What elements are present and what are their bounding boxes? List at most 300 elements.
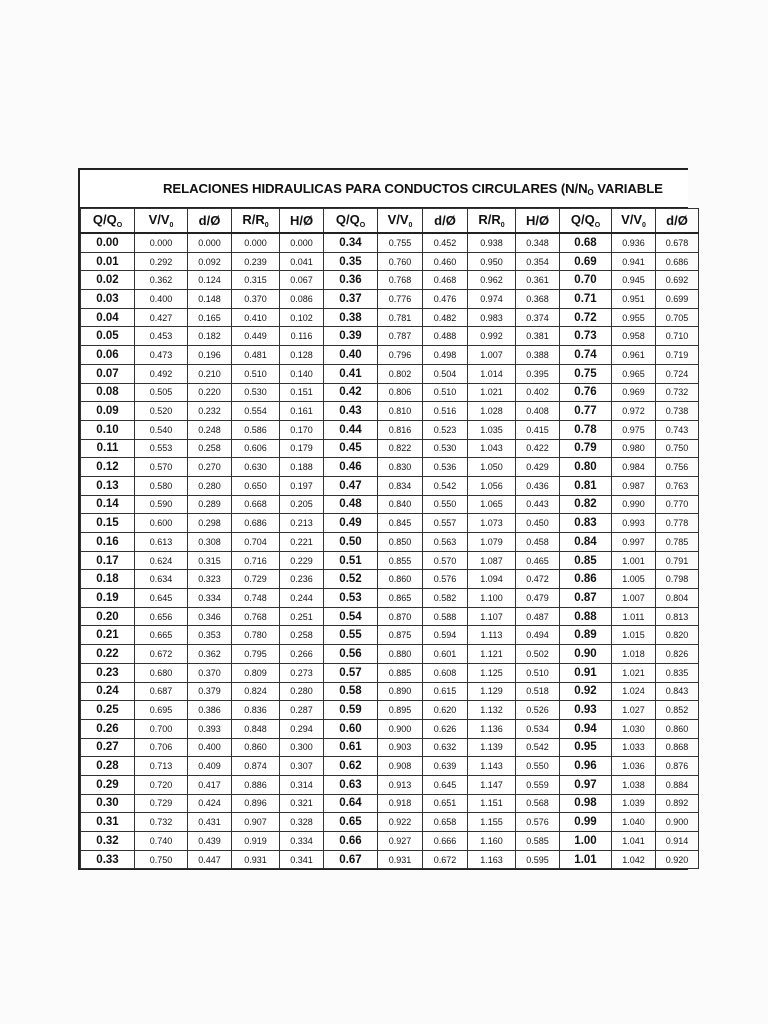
table-cell: 0.468 (423, 271, 468, 290)
table-cell: 0.885 (378, 663, 423, 682)
table-cell: 0.197 (280, 476, 324, 495)
flow-ratio-cell: 0.49 (324, 514, 378, 533)
table-body (81, 233, 699, 869)
table-cell: 1.056 (468, 476, 516, 495)
column-header (468, 209, 516, 234)
flow-ratio-cell: 0.68 (560, 233, 612, 252)
table-cell: 0.452 (423, 233, 468, 252)
flow-ratio-cell: 0.07 (81, 364, 135, 383)
flow-ratio-cell: 0.47 (324, 476, 378, 495)
table-cell: 0.221 (280, 533, 324, 552)
table-cell: 0.951 (612, 290, 656, 309)
table-cell: 0.151 (280, 383, 324, 402)
table-cell: 0.778 (656, 514, 699, 533)
column-header-label: R/R (242, 212, 265, 227)
table-cell: 0.165 (188, 308, 232, 327)
table-cell: 0.990 (612, 495, 656, 514)
table-cell: 0.258 (188, 439, 232, 458)
table-row (81, 701, 699, 720)
table-cell: 0.498 (423, 346, 468, 365)
table-cell: 1.147 (468, 775, 516, 794)
flow-ratio-cell: 0.25 (81, 701, 135, 720)
table-cell: 0.672 (135, 645, 188, 664)
flow-ratio-cell: 0.16 (81, 533, 135, 552)
table-cell: 0.400 (188, 738, 232, 757)
table-cell: 1.039 (612, 794, 656, 813)
table-cell: 0.738 (656, 402, 699, 421)
flow-ratio-cell: 0.23 (81, 663, 135, 682)
table-row (81, 458, 699, 477)
flow-ratio-cell: 0.03 (81, 290, 135, 309)
column-header (324, 209, 378, 234)
flow-ratio-cell: 0.78 (560, 420, 612, 439)
table-row (81, 719, 699, 738)
column-header-subscript: 0 (642, 222, 646, 229)
table-cell: 1.155 (468, 813, 516, 832)
table-cell: 0.955 (612, 308, 656, 327)
table-cell: 0.530 (423, 439, 468, 458)
table-cell: 0.699 (656, 290, 699, 309)
table-cell: 0.608 (423, 663, 468, 682)
table-cell: 0.536 (423, 458, 468, 477)
table-cell: 0.719 (656, 346, 699, 365)
header-row (81, 209, 699, 234)
table-cell: 1.030 (612, 719, 656, 738)
flow-ratio-cell: 0.26 (81, 719, 135, 738)
table-cell: 0.938 (468, 233, 516, 252)
title-subscript: O (587, 188, 594, 197)
table-title (80, 170, 688, 208)
table-cell: 1.043 (468, 439, 516, 458)
title-tail: VARIABLE (593, 181, 663, 196)
table-cell: 0.482 (423, 308, 468, 327)
table-cell: 0.918 (378, 794, 423, 813)
table-cell: 0.487 (516, 607, 560, 626)
table-cell: 0.427 (135, 308, 188, 327)
table-cell: 0.666 (423, 832, 468, 851)
table-cell: 0.540 (135, 420, 188, 439)
table-cell: 0.919 (232, 832, 280, 851)
table-cell: 0.388 (516, 346, 560, 365)
table-cell: 0.606 (232, 439, 280, 458)
flow-ratio-cell: 0.10 (81, 420, 135, 439)
table-cell: 0.993 (612, 514, 656, 533)
table-cell: 0.665 (135, 626, 188, 645)
table-cell: 0.400 (135, 290, 188, 309)
table-cell: 0.408 (516, 402, 560, 421)
table-cell: 1.018 (612, 645, 656, 664)
table-cell: 0.624 (135, 551, 188, 570)
table-cell: 0.248 (188, 420, 232, 439)
table-cell: 0.969 (612, 383, 656, 402)
table-cell: 0.582 (423, 589, 468, 608)
table-cell: 0.870 (378, 607, 423, 626)
table-cell: 1.036 (612, 757, 656, 776)
table-cell: 0.615 (423, 682, 468, 701)
column-header (188, 209, 232, 234)
table-cell: 0.997 (612, 533, 656, 552)
flow-ratio-cell: 0.93 (560, 701, 612, 720)
table-cell: 0.553 (135, 439, 188, 458)
table-row (81, 570, 699, 589)
table-cell: 1.041 (612, 832, 656, 851)
flow-ratio-cell: 0.09 (81, 402, 135, 421)
table-cell: 0.161 (280, 402, 324, 421)
table-cell: 0.892 (656, 794, 699, 813)
column-header-label: V/V (148, 212, 170, 227)
table-row (81, 402, 699, 421)
table-cell: 0.148 (188, 290, 232, 309)
table-cell: 0.732 (135, 813, 188, 832)
table-cell: 1.027 (612, 701, 656, 720)
table-cell: 0.557 (423, 514, 468, 533)
table-cell: 0.458 (516, 533, 560, 552)
table-cell: 0.353 (188, 626, 232, 645)
table-cell: 0.706 (135, 738, 188, 757)
table-cell: 0.294 (280, 719, 324, 738)
table-cell: 0.820 (656, 626, 699, 645)
table-cell: 0.860 (232, 738, 280, 757)
table-cell: 0.729 (232, 570, 280, 589)
flow-ratio-cell: 0.76 (560, 383, 612, 402)
flow-ratio-cell: 0.13 (81, 476, 135, 495)
table-cell: 0.510 (423, 383, 468, 402)
table-cell: 0.439 (188, 832, 232, 851)
table-cell: 0.958 (612, 327, 656, 346)
table-cell: 0.848 (232, 719, 280, 738)
table-cell: 0.895 (378, 701, 423, 720)
table-row (81, 290, 699, 309)
flow-ratio-cell: 0.61 (324, 738, 378, 757)
table-cell: 0.492 (135, 364, 188, 383)
table-row (81, 383, 699, 402)
table-cell: 0.450 (516, 514, 560, 533)
table-cell: 0.334 (280, 832, 324, 851)
table-cell: 0.931 (378, 850, 423, 869)
table-cell: 0.443 (516, 495, 560, 514)
flow-ratio-cell: 0.00 (81, 233, 135, 252)
table-cell: 0.632 (423, 738, 468, 757)
table-cell: 0.472 (516, 570, 560, 589)
table-row (81, 682, 699, 701)
table-row (81, 738, 699, 757)
table-row (81, 495, 699, 514)
table-cell: 0.292 (135, 252, 188, 271)
table-cell: 0.041 (280, 252, 324, 271)
flow-ratio-cell: 0.96 (560, 757, 612, 776)
table-row (81, 233, 699, 252)
column-header-subscript: 0 (408, 222, 413, 229)
table-cell: 0.785 (656, 533, 699, 552)
flow-ratio-cell: 0.79 (560, 439, 612, 458)
table-cell: 0.429 (516, 458, 560, 477)
table-cell: 0.645 (423, 775, 468, 794)
flow-ratio-cell: 0.86 (560, 570, 612, 589)
flow-ratio-cell: 0.38 (324, 308, 378, 327)
table-row (81, 757, 699, 776)
table-cell: 0.381 (516, 327, 560, 346)
table-cell: 0.494 (516, 626, 560, 645)
table-cell: 0.315 (232, 271, 280, 290)
table-cell: 0.415 (516, 420, 560, 439)
table-cell: 0.900 (656, 813, 699, 832)
table-cell: 0.542 (423, 476, 468, 495)
table-cell: 0.476 (423, 290, 468, 309)
table-cell: 1.038 (612, 775, 656, 794)
table-row (81, 439, 699, 458)
flow-ratio-cell: 0.92 (560, 682, 612, 701)
table-cell: 0.680 (135, 663, 188, 682)
table-cell: 1.042 (612, 850, 656, 869)
table-cell: 1.065 (468, 495, 516, 514)
table-row (81, 794, 699, 813)
flow-ratio-cell: 0.69 (560, 252, 612, 271)
table-cell: 0.568 (516, 794, 560, 813)
flow-ratio-cell: 0.11 (81, 439, 135, 458)
table-cell: 0.550 (516, 757, 560, 776)
table-cell: 0.860 (656, 719, 699, 738)
flow-ratio-cell: 0.65 (324, 813, 378, 832)
table-cell: 1.050 (468, 458, 516, 477)
table-cell: 1.160 (468, 832, 516, 851)
table-cell: 0.686 (656, 252, 699, 271)
table-cell: 0.720 (135, 775, 188, 794)
table-cell: 1.113 (468, 626, 516, 645)
column-header (516, 209, 560, 234)
table-cell: 1.107 (468, 607, 516, 626)
table-cell: 0.651 (423, 794, 468, 813)
title-main: RELACIONES HIDRAULICAS PARA CONDUCTOS CIRCULARES (N/N (163, 181, 588, 196)
table-cell: 0.580 (135, 476, 188, 495)
flow-ratio-cell: 0.64 (324, 794, 378, 813)
flow-ratio-cell: 0.57 (324, 663, 378, 682)
table-cell: 0.813 (656, 607, 699, 626)
table-cell: 0.410 (232, 308, 280, 327)
table-cell: 0.806 (378, 383, 423, 402)
table-cell: 0.880 (378, 645, 423, 664)
flow-ratio-cell: 0.41 (324, 364, 378, 383)
column-header-label: V/V (621, 212, 643, 227)
flow-ratio-cell: 0.06 (81, 346, 135, 365)
flow-ratio-cell: 0.90 (560, 645, 612, 664)
table-cell: 0.941 (612, 252, 656, 271)
table-cell: 0.280 (188, 476, 232, 495)
table-row (81, 832, 699, 851)
table-cell: 1.163 (468, 850, 516, 869)
table-cell: 0.086 (280, 290, 324, 309)
column-header-subscript: O (116, 222, 123, 229)
table-cell: 0.763 (656, 476, 699, 495)
table-cell: 0.213 (280, 514, 324, 533)
table-cell: 0.987 (612, 476, 656, 495)
table-cell: 0.984 (612, 458, 656, 477)
table-cell: 0.251 (280, 607, 324, 626)
column-header-label: d/Ø (434, 213, 456, 228)
table-cell: 0.586 (232, 420, 280, 439)
flow-ratio-cell: 0.20 (81, 607, 135, 626)
hydraulic-relations-table (80, 208, 699, 869)
table-cell: 0.449 (232, 327, 280, 346)
table-cell: 0.908 (378, 757, 423, 776)
table-cell: 0.713 (135, 757, 188, 776)
table-cell: 1.079 (468, 533, 516, 552)
flow-ratio-cell: 0.80 (560, 458, 612, 477)
table-cell: 0.630 (232, 458, 280, 477)
flow-ratio-cell: 0.75 (560, 364, 612, 383)
flow-ratio-cell: 0.83 (560, 514, 612, 533)
table-cell: 0.526 (516, 701, 560, 720)
table-cell: 0.258 (280, 626, 324, 645)
table-cell: 0.534 (516, 719, 560, 738)
table-cell: 0.695 (135, 701, 188, 720)
table-cell: 0.600 (135, 514, 188, 533)
table-row (81, 551, 699, 570)
table-cell: 0.896 (232, 794, 280, 813)
table-cell: 0.308 (188, 533, 232, 552)
table-cell: 0.875 (378, 626, 423, 645)
column-header (656, 209, 699, 234)
table-cell: 0.900 (378, 719, 423, 738)
table-cell: 1.001 (612, 551, 656, 570)
table-cell: 1.121 (468, 645, 516, 664)
flow-ratio-cell: 0.87 (560, 589, 612, 608)
table-cell: 0.000 (232, 233, 280, 252)
table-cell: 1.073 (468, 514, 516, 533)
table-cell: 1.007 (468, 346, 516, 365)
table-cell: 0.843 (656, 682, 699, 701)
flow-ratio-cell: 0.77 (560, 402, 612, 421)
table-cell: 0.874 (232, 757, 280, 776)
flow-ratio-cell: 0.14 (81, 495, 135, 514)
table-cell: 0.750 (656, 439, 699, 458)
flow-ratio-cell: 0.15 (81, 514, 135, 533)
table-cell: 0.980 (612, 439, 656, 458)
table-cell: 0.975 (612, 420, 656, 439)
column-header-label: d/Ø (198, 213, 221, 228)
table-row (81, 775, 699, 794)
column-header-label: Q/Q (335, 212, 360, 227)
flow-ratio-cell: 0.85 (560, 551, 612, 570)
flow-ratio-cell: 0.89 (560, 626, 612, 645)
table-cell: 0.563 (423, 533, 468, 552)
column-header (423, 209, 468, 234)
table-cell: 0.780 (232, 626, 280, 645)
table-cell: 0.678 (656, 233, 699, 252)
table-cell: 0.210 (188, 364, 232, 383)
flow-ratio-cell: 0.27 (81, 738, 135, 757)
table-cell: 0.830 (378, 458, 423, 477)
table-cell: 0.852 (656, 701, 699, 720)
flow-ratio-cell: 0.82 (560, 495, 612, 514)
table-cell: 0.570 (423, 551, 468, 570)
table-cell: 0.791 (656, 551, 699, 570)
table-cell: 0.266 (280, 645, 324, 664)
table-cell: 0.182 (188, 327, 232, 346)
table-cell: 0.370 (232, 290, 280, 309)
table-cell: 0.768 (378, 271, 423, 290)
table-cell: 1.040 (612, 813, 656, 832)
flow-ratio-cell: 0.98 (560, 794, 612, 813)
table-cell: 0.116 (280, 327, 324, 346)
table-cell: 0.920 (656, 850, 699, 869)
flow-ratio-cell: 0.73 (560, 327, 612, 346)
flow-ratio-cell: 0.12 (81, 458, 135, 477)
table-cell: 1.011 (612, 607, 656, 626)
table-cell: 0.787 (378, 327, 423, 346)
flow-ratio-cell: 0.46 (324, 458, 378, 477)
table-cell: 0.465 (516, 551, 560, 570)
flow-ratio-cell: 0.18 (81, 570, 135, 589)
table-cell: 0.516 (423, 402, 468, 421)
table-cell: 0.822 (378, 439, 423, 458)
column-header-label: d/Ø (666, 213, 688, 228)
table-cell: 0.346 (188, 607, 232, 626)
table-cell: 0.431 (188, 813, 232, 832)
table-cell: 0.686 (232, 514, 280, 533)
table-cell: 0.809 (232, 663, 280, 682)
table-row (81, 308, 699, 327)
table-cell: 0.402 (516, 383, 560, 402)
table-cell: 0.855 (378, 551, 423, 570)
table-cell: 1.033 (612, 738, 656, 757)
table-cell: 0.179 (280, 439, 324, 458)
flow-ratio-cell: 0.45 (324, 439, 378, 458)
table-cell: 1.100 (468, 589, 516, 608)
table-cell: 0.196 (188, 346, 232, 365)
table-cell: 0.315 (188, 551, 232, 570)
table-cell: 0.229 (280, 551, 324, 570)
table-cell: 0.473 (135, 346, 188, 365)
table-cell: 0.280 (280, 682, 324, 701)
table-cell: 0.903 (378, 738, 423, 757)
table-cell: 0.273 (280, 663, 324, 682)
table-cell: 0.370 (188, 663, 232, 682)
flow-ratio-cell: 0.59 (324, 701, 378, 720)
table-cell: 0.876 (656, 757, 699, 776)
table-cell: 0.232 (188, 402, 232, 421)
table-cell: 0.395 (516, 364, 560, 383)
table-cell: 1.007 (612, 589, 656, 608)
table-cell: 0.634 (135, 570, 188, 589)
table-cell: 0.860 (378, 570, 423, 589)
column-header-label: R/R (478, 212, 501, 227)
table-cell: 0.650 (232, 476, 280, 495)
table-cell: 0.520 (135, 402, 188, 421)
table-cell: 0.417 (188, 775, 232, 794)
table-cell: 0.835 (656, 663, 699, 682)
table-row (81, 271, 699, 290)
table-cell: 0.884 (656, 775, 699, 794)
table-cell: 0.585 (516, 832, 560, 851)
flow-ratio-cell: 0.91 (560, 663, 612, 682)
table-cell: 0.236 (280, 570, 324, 589)
table-cell: 0.816 (378, 420, 423, 439)
table-row (81, 514, 699, 533)
table-cell: 0.314 (280, 775, 324, 794)
table-cell: 0.289 (188, 495, 232, 514)
flow-ratio-cell: 0.74 (560, 346, 612, 365)
table-cell: 0.804 (656, 589, 699, 608)
table-cell: 0.974 (468, 290, 516, 309)
column-header-label: V/V (387, 212, 409, 227)
table-cell: 0.422 (516, 439, 560, 458)
table-row (81, 327, 699, 346)
flow-ratio-cell: 0.66 (324, 832, 378, 851)
table-cell: 0.936 (612, 233, 656, 252)
table-cell: 0.913 (378, 775, 423, 794)
table-cell: 0.755 (378, 233, 423, 252)
table-cell: 0.000 (188, 233, 232, 252)
